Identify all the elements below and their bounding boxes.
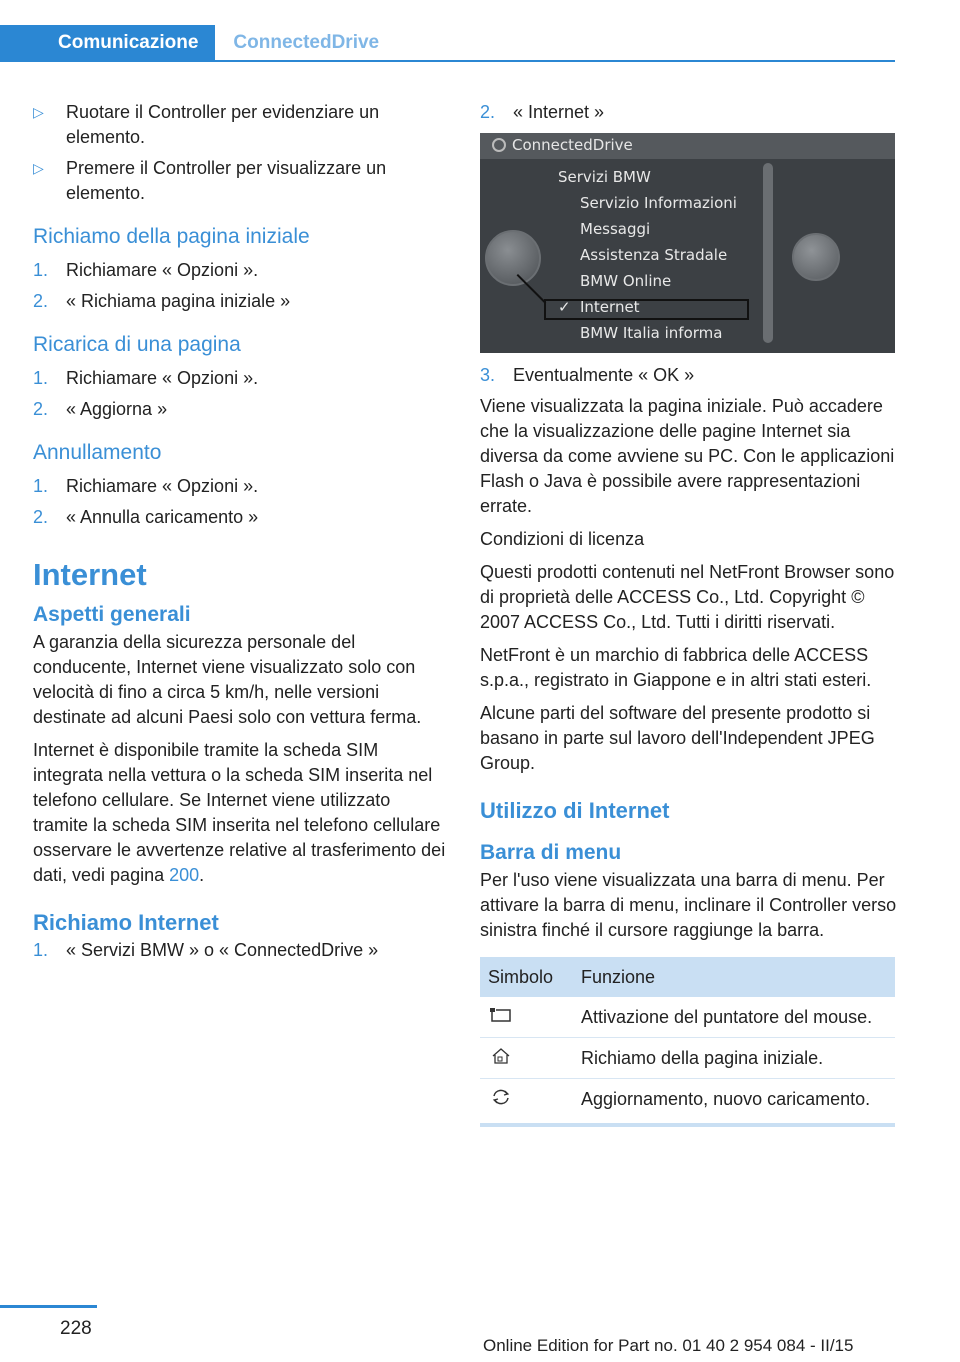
footer-edition: Online Edition for Part no. 01 40 2 954 084 - II/15 <box>483 1336 854 1355</box>
scroll-arc <box>763 163 773 343</box>
list-item: 2. « Aggiorna » <box>33 399 168 419</box>
table-header-row <box>480 957 895 997</box>
page-link[interactable]: 200 <box>169 865 200 885</box>
symbol-table <box>480 957 895 1127</box>
list-item: 1. « Servizi BMW » o « ConnectedDrive » <box>33 940 379 960</box>
column-header: Simbolo <box>480 957 573 997</box>
triangle-bullet-icon: ▷ <box>33 160 44 176</box>
menu-item-selected[interactable]: Internet <box>580 298 640 316</box>
table-cell: Attivazione del puntatore del mouse. <box>573 997 895 1038</box>
paragraph: Questi prodotti contenuti nel NetFront Browser sono di proprietà delle ACCESS Co., Ltd. Copyright © 2007 ACCESS Co., Ltd. Tutti i diritti riservati. <box>480 562 895 632</box>
list-item: 1. Richiamare « Opzioni ». <box>33 476 259 496</box>
paragraph: Alcune parti del software del presente prodotto si basano in parte sul lavoro dell'Independent JPEG Group. <box>480 703 875 773</box>
page-number: 228 <box>60 1318 92 1339</box>
list-item: 3. Eventualmente « OK » <box>480 365 695 385</box>
mouse-pointer-icon <box>488 1005 514 1025</box>
menu-item[interactable]: Messaggi <box>580 220 651 238</box>
column-header: Funzione <box>573 957 895 997</box>
controller-knob-icon <box>485 230 541 286</box>
menu-item[interactable]: Assistenza Stradale <box>580 246 728 264</box>
refresh-icon <box>488 1087 514 1107</box>
paragraph: Condizioni di licenza <box>480 529 645 549</box>
list-item: 2. « Richiama pagina iniziale » <box>33 291 291 311</box>
section-title-general: Aspetti generali <box>33 603 191 626</box>
header-rule <box>0 60 895 62</box>
list-item: ▷ Ruotare il Controller per evidenziare un elemento. <box>33 100 448 150</box>
paragraph: NetFront è un marchio di fabbrica delle ACCESS s.p.a., registrato in Giappone e in altri stati esteri. <box>480 645 872 690</box>
home-page-icon <box>488 1046 514 1066</box>
paragraph: Viene visualizzata la pagina iniziale. Può accadere che la visualizzazione delle pagine Internet sia diversa da come avviene su PC. Con le applicazioni Flash o Java è possibile avere rappresentazioni errate. <box>480 396 895 516</box>
paragraph: Internet è disponibile tramite la scheda SIM integrata nella vettura o la scheda SIM inserita nel telefono cellulare. Se Internet viene utilizzato tramite la scheda SIM inserita nel telefono cellulare osservare le avvertenze relative al trasferimento dei dati, vedi pagina 200. <box>33 740 446 885</box>
options-knob-icon <box>792 233 840 281</box>
right-column <box>480 100 898 1127</box>
page-number-rule <box>0 1305 97 1308</box>
chapter-header <box>0 25 397 61</box>
menu-item[interactable]: Servizi BMW <box>558 168 651 186</box>
table-cell: Richiamo della pagina iniziale. <box>573 1038 895 1079</box>
menu-item[interactable]: BMW Online <box>580 272 672 290</box>
left-column <box>33 100 448 969</box>
chapter-title-internet: Internet <box>33 557 147 592</box>
paragraph: A garanzia della sicurezza personale del conducente, Internet viene visualizzato solo con velocità di fino a circa 5 km/h, nelle versioni destinate ad alcuni Paesi solo con vettura ferma. <box>33 632 422 727</box>
idrive-screenshot <box>480 133 895 353</box>
tab-connecteddrive[interactable]: ConnectedDrive <box>233 32 380 53</box>
selection-frame <box>544 299 749 320</box>
check-icon: ✓ <box>558 298 571 316</box>
list-item: 2. « Internet » <box>480 102 605 122</box>
section-title-reload: Ricarica di una pagina <box>33 333 241 356</box>
section-title-cancel: Annullamento <box>33 441 162 464</box>
paragraph: Per l'uso viene visualizzata una barra di menu. Per attivare la barra di menu, inclinare il Controller verso sinistra finché il cursore raggiunge la barra. <box>480 870 897 940</box>
list-item: ▷ Premere il Controller per visualizzare un elemento. <box>33 156 448 206</box>
connecteddrive-icon <box>492 138 506 152</box>
table-cell: Aggiornamento, nuovo caricamento. <box>573 1079 895 1126</box>
triangle-bullet-icon: ▷ <box>33 104 44 120</box>
section-title-use-internet: Utilizzo di Internet <box>480 798 670 823</box>
tab-comunicazione[interactable]: Comunicazione <box>0 25 215 61</box>
table-row <box>480 1038 895 1079</box>
menu-item[interactable]: Servizio Informazioni <box>580 194 737 212</box>
list-item: 1. Richiamare « Opzioni ». <box>33 260 259 280</box>
table-row <box>480 1079 895 1126</box>
screen-title: ConnectedDrive <box>512 136 633 154</box>
table-row <box>480 997 895 1038</box>
list-item: 1. Richiamare « Opzioni ». <box>33 368 259 388</box>
section-title-home: Richiamo della pagina iniziale <box>33 225 310 248</box>
list-item: 2. « Annulla caricamento » <box>33 507 259 527</box>
section-title-call-internet: Richiamo Internet <box>33 910 219 935</box>
menu-item[interactable]: BMW Italia informa <box>580 324 723 342</box>
section-title-menu-bar: Barra di menu <box>480 841 622 864</box>
